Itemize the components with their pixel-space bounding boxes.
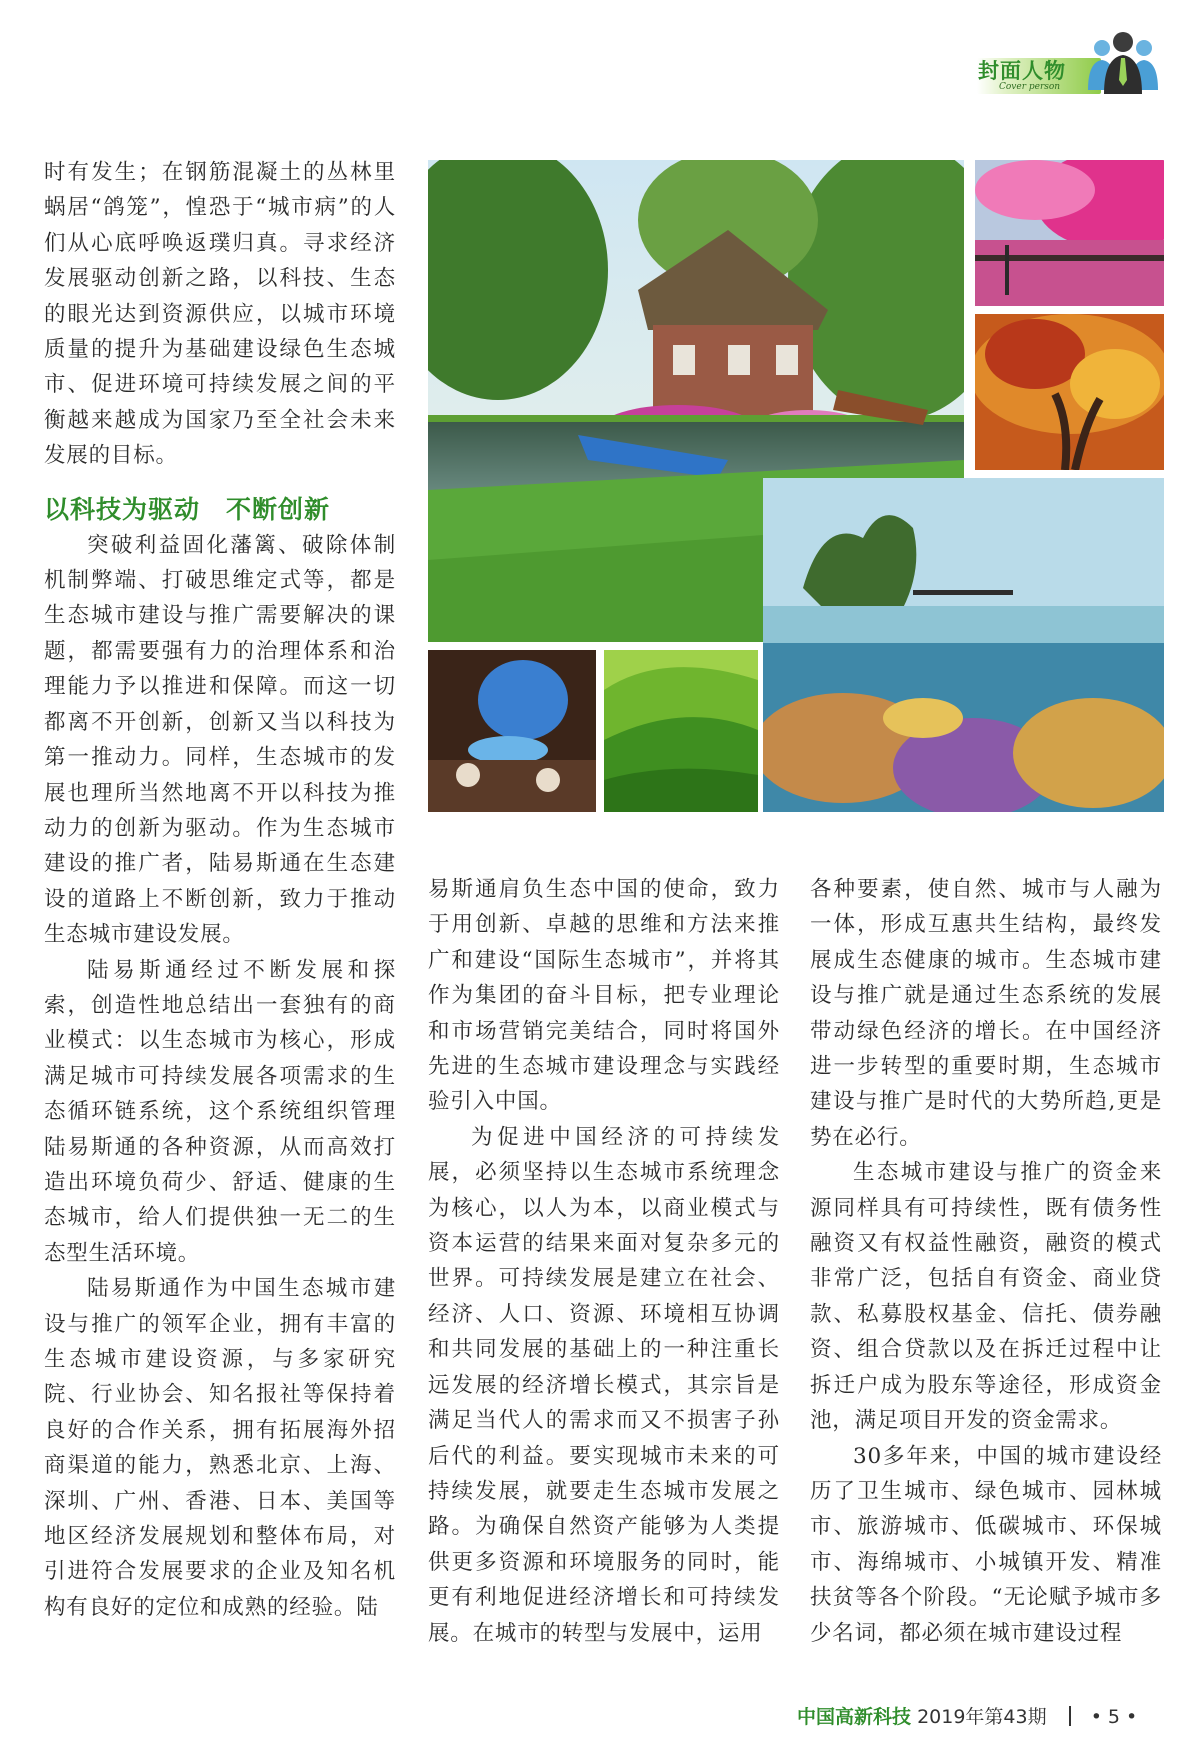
page-number: • 5 •: [1090, 1706, 1138, 1728]
sea-island-coral-photo: [763, 478, 1164, 812]
badge-subtitle: Cover person: [999, 82, 1061, 92]
footer-divider: [1069, 1706, 1071, 1726]
page-footer: [797, 1702, 1137, 1729]
cave-restaurant-photo: [428, 650, 596, 812]
badge-title: 封面人物: [978, 59, 1066, 83]
paragraph: 陆易斯通经过不断发展和探索，创造性地总结出一套独有的商业模式：以生态城市为核心，形成满足城市可持续发展各项需求的生态循环链系统，这个系统组织管理陆易斯通的各种资源，从而高效打造出环境负荷少、舒适、健康的生态城市，给人们提供独一无二的生态型生活环境。: [44, 957, 396, 1266]
paragraph: 易斯通肩负生态中国的使命，致力于用创新、卓越的思维和方法来推广和建设“国际生态城市”，并将其作为集团的奋斗目标，把专业理论和市场营销完美结合，同时将国外先进的生态城市建设理念与实践经验引入中国。: [428, 877, 780, 1115]
green-hills-photo: [604, 650, 758, 812]
column-2: [428, 872, 780, 1651]
people-group-icon: [1082, 28, 1162, 96]
issue-number: 2019年第43期: [917, 1706, 1047, 1728]
paragraph: 突破利益固化藩篱、破除体制机制弊端、打破思维定式等，都是生态城市建设与推广需要解决的课题，都需要强有力的治理体系和治理能力予以推进和保障。而这一切都离不开创新，创新又当以科技为第一推动力。同样，生态城市的发展也理所当然地离不开以科技为推动力的创新为驱动。作为生态城市建设的推广者，陆易斯通在生态建设的道路上不断创新，致力于推动生态城市建设发展。: [44, 532, 396, 948]
paragraph: 30多年来，中国的城市建设经历了卫生城市、绿色城市、园林城市、旅游城市、低碳城市、环保城市、海绵城市、小城镇开发、精准扶贫等各个阶段。“无论赋予城市多少名词，都必须在城市建设过程: [810, 1443, 1162, 1646]
photo-collage: [428, 160, 1164, 812]
paragraph: 为促进中国经济的可持续发展，必须坚持以生态城市系统理念为核心，以人为本，以商业模式与资本运营的结果来面对复杂多元的世界。可持续发展是建立在社会、经济、人口、资源、环境相互协调和共同发展的基础上的一种注重长远发展的经济增长模式，其宗旨是满足当代人的需求而又不损害子孙后代的利益。要实现城市未来的可持续发展，就要走生态城市发展之路。为确保自然资产能够为人类提供更多资源和环境服务的同时，能更有利地促进经济增长和可持续发展。在城市的转型与发展中，运用: [428, 1124, 780, 1646]
paragraph: 时有发生；在钢筋混凝土的丛林里蜗居“鸽笼”，惶恐于“城市病”的人们从心底呼唤返璞归真。寻求经济发展驱动创新之路，以科技、生态的眼光达到资源供应，以城市环境质量的提升为基础建设绿色生态城市、促进环境可持续发展之间的平衡越来越成为国家乃至全社会未来发展的目标。: [44, 160, 396, 469]
section-heading: 以科技为驱动 不断创新: [44, 494, 331, 524]
column-1: [44, 155, 396, 1625]
pink-blossom-lake-photo: [975, 160, 1164, 306]
section-badge: [977, 28, 1165, 96]
column-3: [810, 872, 1162, 1651]
paragraph: 陆易斯通作为中国生态城市建设与推广的领军企业，拥有丰富的生态城市建设资源，与多家研究院、行业协会、知名报社等保持着良好的合作关系，拥有拓展海外招商渠道的能力，熟悉北京、上海、深圳、广州、香港、日本、美国等地区经济发展规划和整体布局，对引进符合发展要求的企业及知名机构有良好的定位和成熟的经验。陆: [44, 1276, 396, 1620]
paragraph: 各种要素，使自然、城市与人融为一体，形成互惠共生结构，最终发展成生态健康的城市。生态城市建设与推广就是通过生态系统的发展带动绿色经济的增长。在中国经济进一步转型的重要时期，生态城市建设与推广是时代的大势所趋,更是势在必行。: [810, 877, 1162, 1150]
autumn-tree-photo: [975, 314, 1164, 470]
magazine-name: 中国高新科技: [797, 1706, 912, 1728]
paragraph: 生态城市建设与推广的资金来源同样具有可持续性，既有债务性融资又有权益性融资，融资的模式非常广泛，包括自有资金、商业贷款、私募股权基金、信托、债券融资、组合贷款以及在拆迁过程中让拆迁户成为股东等途径，形成资金池，满足项目开发的资金需求。: [810, 1160, 1162, 1434]
